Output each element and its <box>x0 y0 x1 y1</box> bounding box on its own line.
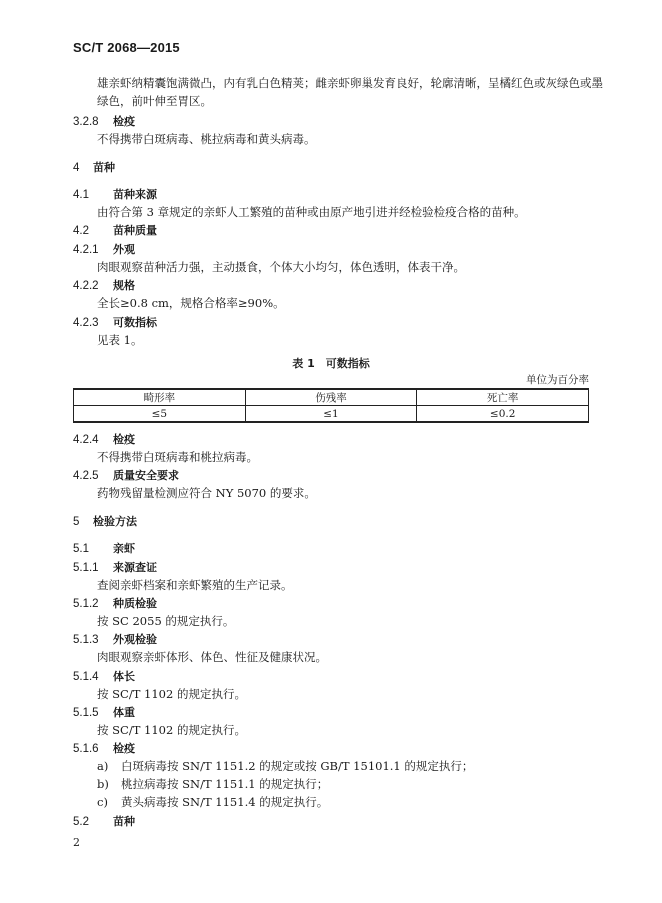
list-marker: a) <box>97 759 109 773</box>
section-heading-5-1 <box>73 541 135 557</box>
section-number: 5.1.2 <box>73 598 99 610</box>
section-heading-4-2-4 <box>73 432 135 448</box>
section-heading-4-2 <box>73 223 157 239</box>
section-title: 苗种 <box>113 815 135 828</box>
section-heading-4-2-5 <box>73 468 179 484</box>
table-cell: ≤1 <box>245 406 417 423</box>
table-header-cell: 死亡率 <box>417 389 589 406</box>
section-heading-4-2-1 <box>73 242 135 258</box>
section-number: 4.2.4 <box>73 434 99 446</box>
section-title: 规格 <box>113 279 135 292</box>
table-header-cell: 畸形率 <box>74 389 246 406</box>
section-heading-5 <box>73 514 137 530</box>
section-title: 检疫 <box>113 115 135 128</box>
section-heading-4-2-3 <box>73 315 157 331</box>
list-item <box>97 777 328 792</box>
section-text: 按 SC/T 1102 的规定执行。 <box>97 723 246 737</box>
section-text: 见表 1。 <box>97 333 143 347</box>
list-item-text: 黄头病毒按 SN/T 1151.4 的规定执行。 <box>121 795 329 809</box>
section-text: 全长≥0.8 cm，规格合格率≥90%。 <box>97 296 285 310</box>
section-number: 4.2.2 <box>73 280 99 292</box>
section-text: 肉眼观察亲虾体形、体色、性征及健康状况。 <box>97 650 327 664</box>
section-number: 4 <box>73 162 80 174</box>
section-title: 苗种 <box>93 161 115 174</box>
section-title: 种质检验 <box>113 597 157 610</box>
section-number: 4.2.1 <box>73 244 99 256</box>
table-header-cell: 伤残率 <box>245 389 417 406</box>
section-title: 来源查证 <box>113 561 157 574</box>
list-item <box>97 759 473 774</box>
section-title: 亲虾 <box>113 542 135 555</box>
page-number: 2 <box>73 836 80 849</box>
section-title: 可数指标 <box>113 316 157 329</box>
list-item-text: 桃拉病毒按 SN/T 1151.1 的规定执行； <box>121 777 329 791</box>
section-text: 由符合第 3 章规定的亲虾人工繁殖的苗种或由原产地引进并经检验检疫合格的苗种。 <box>97 205 526 219</box>
section-number: 5.1.6 <box>73 743 99 755</box>
section-number: 4.2.5 <box>73 470 99 482</box>
table-row <box>74 406 589 423</box>
section-number: 3.2.8 <box>73 116 99 128</box>
section-number: 4.2 <box>73 225 89 237</box>
section-text: 按 SC 2055 的规定执行。 <box>97 614 235 628</box>
paragraph-line: 绿色，前叶伸至胃区。 <box>97 94 212 108</box>
section-title: 苗种来源 <box>113 188 157 201</box>
section-heading-4-1 <box>73 187 157 203</box>
section-text: 查阅亲虾档案和亲虾繁殖的生产记录。 <box>97 578 293 592</box>
list-marker: b) <box>97 777 109 791</box>
list-item <box>97 795 328 810</box>
section-text: 肉眼观察苗种活力强，主动摄食，个体大小均匀，体色透明，体表干净。 <box>97 260 465 274</box>
section-heading-5-2 <box>73 814 135 830</box>
section-number: 5.2 <box>73 816 89 828</box>
section-title: 质量安全要求 <box>113 469 179 482</box>
section-heading-5-1-3 <box>73 632 157 648</box>
table-unit: 单位为百分率 <box>526 374 589 386</box>
section-number: 5.1.5 <box>73 707 99 719</box>
section-text: 不得携带白斑病毒和桃拉病毒。 <box>97 450 258 464</box>
section-number: 5.1.1 <box>73 562 99 574</box>
section-number: 4.1 <box>73 189 89 201</box>
section-title: 检验方法 <box>93 515 137 528</box>
section-number: 5.1.3 <box>73 634 99 646</box>
section-title: 体长 <box>113 670 135 683</box>
section-heading-3-2-8 <box>73 114 135 130</box>
table-title: 表 1 可数指标 <box>292 357 370 370</box>
section-title: 外观检验 <box>113 633 157 646</box>
paragraph-line: 雄亲虾纳精囊饱满微凸，内有乳白色精荚；雌亲虾卵巢发育良好，轮廓清晰，呈橘红色或灰绿色或墨 <box>97 76 603 90</box>
section-text: 不得携带白斑病毒、桃拉病毒和黄头病毒。 <box>97 132 316 146</box>
section-heading-4 <box>73 160 115 176</box>
section-heading-5-1-2 <box>73 596 157 612</box>
section-text: 按 SC/T 1102 的规定执行。 <box>97 687 246 701</box>
section-title: 检疫 <box>113 742 135 755</box>
section-title: 检疫 <box>113 433 135 446</box>
table-cell: ≤0.2 <box>417 406 589 423</box>
section-number: 5 <box>73 516 80 528</box>
section-heading-5-1-1 <box>73 560 157 576</box>
section-text: 药物残留量检测应符合 NY 5070 的要求。 <box>97 486 316 500</box>
table-countable-indicators <box>73 388 589 423</box>
section-heading-4-2-2 <box>73 278 135 294</box>
table-header-row <box>74 389 589 406</box>
standard-code: SC/T 2068—2015 <box>73 40 180 55</box>
list-marker: c) <box>97 795 108 809</box>
table-cell: ≤5 <box>74 406 246 423</box>
section-title: 体重 <box>113 706 135 719</box>
section-title: 苗种质量 <box>113 224 157 237</box>
section-heading-5-1-4 <box>73 669 135 685</box>
section-title: 外观 <box>113 243 135 256</box>
section-number: 5.1.4 <box>73 671 99 683</box>
section-number: 4.2.3 <box>73 317 99 329</box>
list-item-text: 白斑病毒按 SN/T 1151.2 的规定或按 GB/T 15101.1 的规定执行； <box>121 759 474 773</box>
section-heading-5-1-5 <box>73 705 135 721</box>
section-number: 5.1 <box>73 543 89 555</box>
section-heading-5-1-6 <box>73 741 135 757</box>
